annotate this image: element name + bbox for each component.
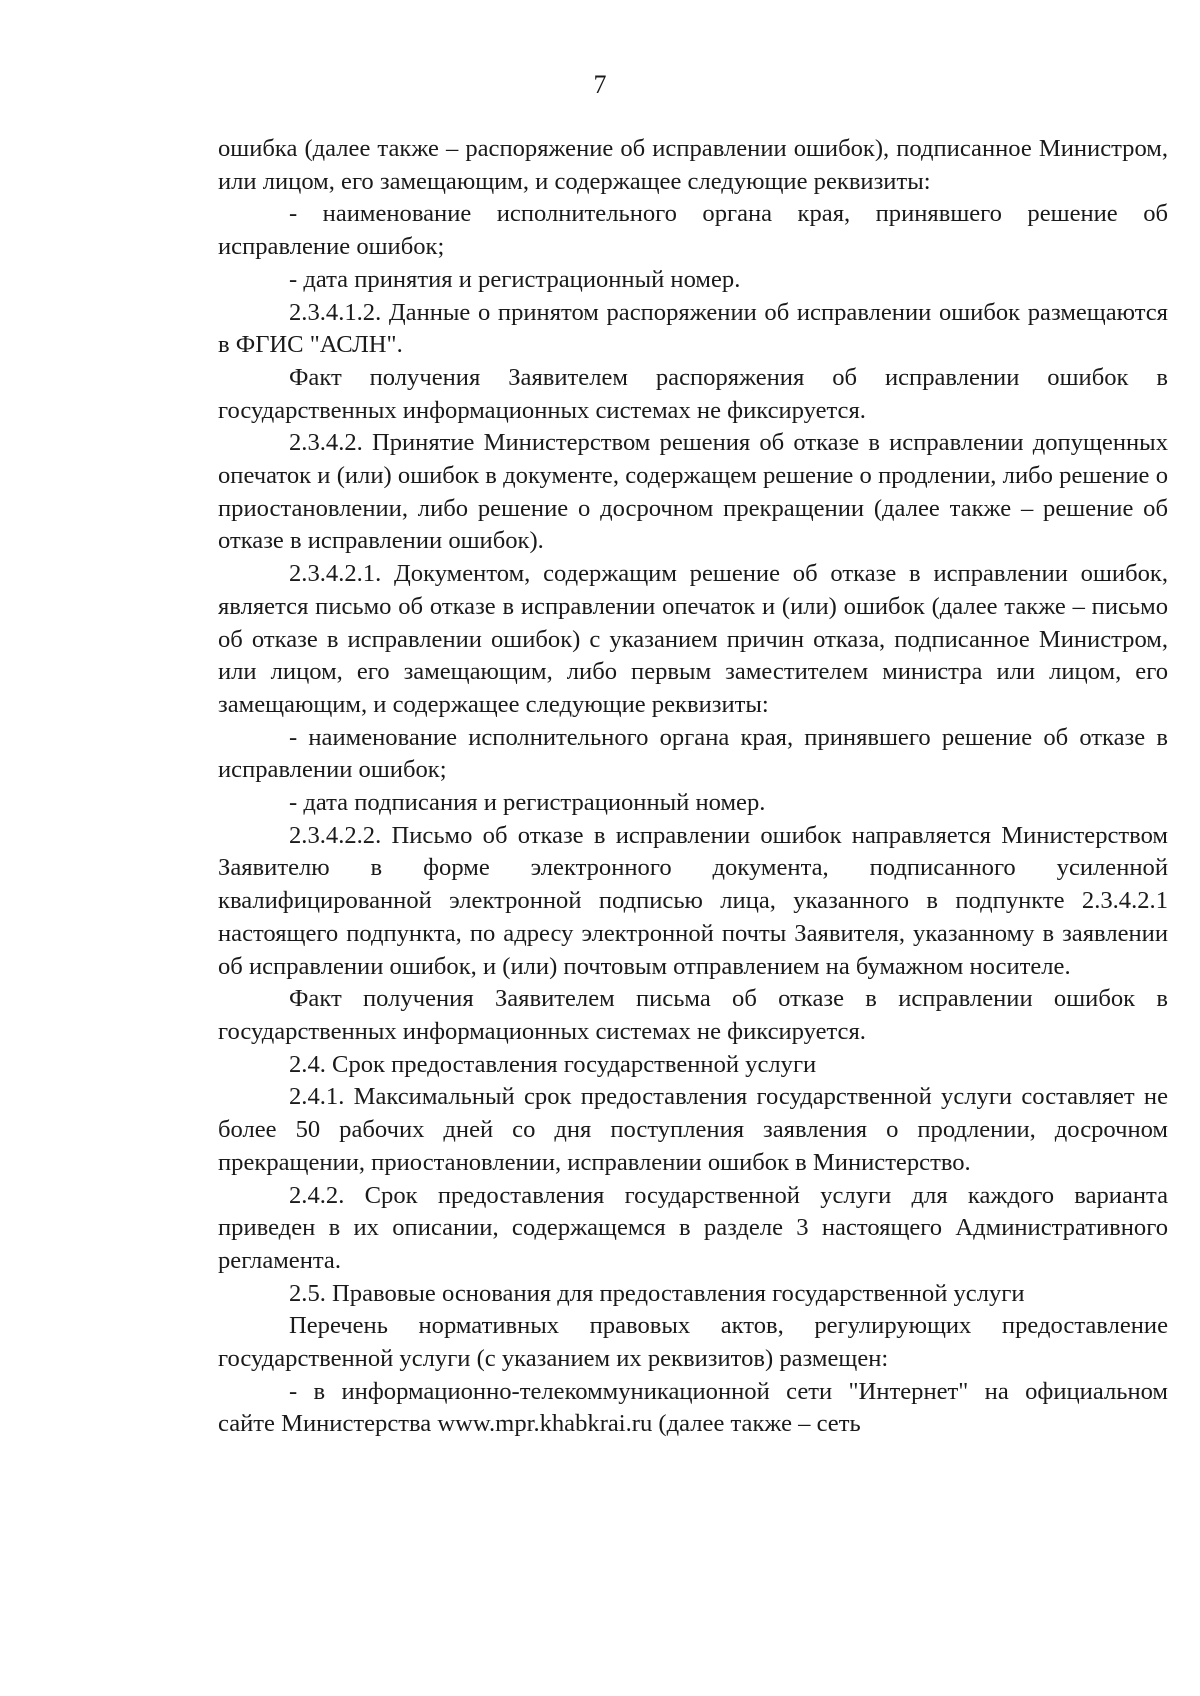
paragraph: - в информационно-телекоммуникационной сети "Интернет" на официальном сайте Министерства www.mpr.khabkrai.ru (далее также – сеть [218, 1377, 1168, 1438]
paragraph: 2.3.4.2.1. Документом, содержащим решение об отказе в исправлении ошибок, является письмо об отказе в исправлении опечаток и (или) ошибок (далее также – письмо об отказе в исправлении ошибок) с указанием причин отказа, подписанное Министром, или лицом, его замещающим, либо первым заместителем министра или лицом, его замещающим, и содержащее следующие реквизиты: [218, 560, 1168, 718]
paragraph: 2.4.2. Срок предоставления государственной услуги для каждого варианта приведен в их описании, содержащемся в разделе 3 настоящего Административного регламента. [218, 1181, 1168, 1274]
paragraph: 2.4.1. Максимальный срок предоставления государственной услуги составляет не более 50 рабочих дней со дня поступления заявления о продлении, досрочном прекращении, приостановлении, исправлении ошибок в Министерство. [218, 1083, 1168, 1176]
paragraph: 2.3.4.2.2. Письмо об отказе в исправлении ошибок направляется Министерством Заявителю в форме электронного документа, подписанного усиленной квалифицированной электронной подписью лица, указанного в подпункте 2.3.4.2.1 настоящего подпункта, по адресу электронной почты Заявителя, указанному в заявлении об исправлении ошибок, и (или) почтовым отправлением на бумажном носителе. [218, 821, 1168, 980]
document-body [218, 133, 1168, 1441]
section-heading: 2.4. Срок предоставления государственной услуги [289, 1050, 817, 1078]
paragraph: Факт получения Заявителем распоряжения об исправлении ошибок в государственных информационных системах не фиксируется. [218, 363, 1168, 424]
page-number: 7 [593, 70, 607, 99]
paragraph: - наименование исполнительного органа края, принявшего решение об отказе в исправлении ошибок; [218, 723, 1168, 784]
paragraph: 2.3.4.1.2. Данные о принятом распоряжении об исправлении ошибок размещаются в ФГИС "АСЛН". [218, 298, 1168, 359]
paragraph: - дата принятия и регистрационный номер. [289, 265, 741, 293]
paragraph: - наименование исполнительного органа края, принявшего решение об исправление ошибок; [218, 200, 1168, 261]
section-heading: 2.5. Правовые основания для предоставления государственной услуги [289, 1279, 1025, 1307]
paragraph: Перечень нормативных правовых актов, регулирующих предоставление государственной услуги (с указанием их реквизитов) размещен: [218, 1312, 1168, 1373]
paragraph: ошибка (далее также – распоряжение об исправлении ошибок), подписанное Министром, или лицом, его замещающим, и содержащее следующие реквизиты: [218, 135, 1168, 195]
paragraph: - дата подписания и регистрационный номер. [289, 789, 766, 817]
paragraph: Факт получения Заявителем письма об отказе в исправлении ошибок в государственных информационных системах не фиксируется. [218, 985, 1168, 1045]
paragraph: 2.3.4.2. Принятие Министерством решения об отказе в исправлении допущенных опечаток и (или) ошибок в документе, содержащем решение о продлении, либо решение о приостановлении, либо решение о досрочном прекращении (далее также – решение об отказе в исправлении ошибок). [218, 429, 1168, 555]
